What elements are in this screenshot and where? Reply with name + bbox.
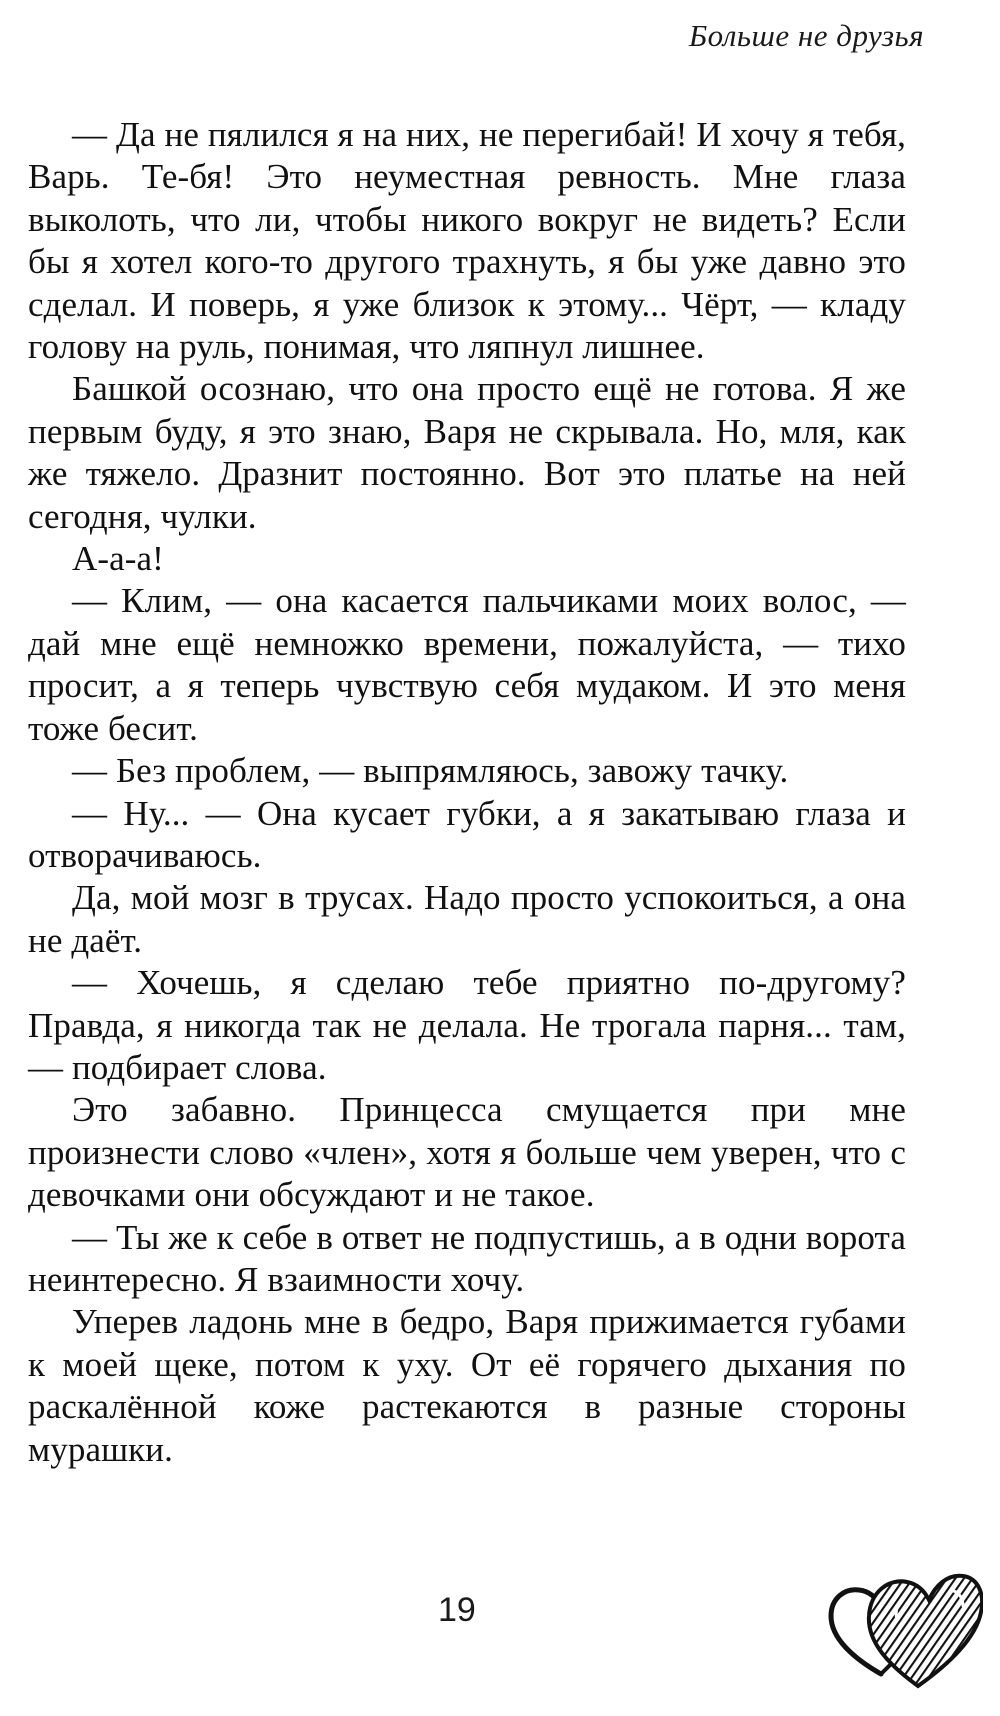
paragraph: Да, мой мозг в трусах. Надо просто успокоиться, а она не даёт.	[28, 878, 906, 960]
paragraph: — Ну... — Она кусает губки, а я закатываю глаза и отворачиваюсь.	[28, 793, 906, 875]
paragraph: А-а-а!	[72, 539, 164, 579]
running-title: Больше не друзья	[688, 18, 924, 53]
paragraph: — Клим, — она касается пальчиками моих волос, — дай мне ещё немножко времени, пожалуйста, — тихо просит, а я теперь чувствую себя мудаком. И это меня тоже бесит.	[28, 581, 906, 748]
body-text	[28, 114, 906, 1471]
page-number: 19	[438, 1591, 476, 1629]
paragraph: — Да не пялился я на них, не перегибай! И хочу я тебя, Варь. Те-бя! Это неуместная ревность. Мне глаза выколоть, что ли, чтобы никого вокруг не видеть? Если бы я хотел кого-то другого трахнуть, я бы уже давно это сделал. И поверь, я уже близок к этому... Чёрт, — кладу голову на руль, понимая, что ляпнул лишнее.	[28, 115, 906, 367]
hearts-ornament-icon	[823, 1546, 983, 1696]
paragraph: — Без проблем, — выпрямляюсь, завожу тачку.	[72, 751, 789, 791]
paragraph: Башкой осознаю, что она просто ещё не готова. Я же первым буду, я это знаю, Варя не скрывала. Но, мля, как же тяжело. Дразнит постоянно. Вот это платье на ней сегодня, чулки.	[28, 369, 906, 536]
paragraph: Уперев ладонь мне в бедро, Варя прижимается губами к моей щеке, потом к уху. От её горячего дыхания по раскалённой коже растекаются в разные стороны мурашки.	[28, 1302, 906, 1469]
paragraph: Это забавно. Принцесса смущается при мне произнести слово «член», хотя я больше чем уверен, что с девочками они обсуждают и не такое.	[28, 1090, 906, 1215]
paragraph: — Хочешь, я сделаю тебе приятно по-другому? Правда, я никогда так не делала. Не трогала парня... там, — подбирает слова.	[28, 963, 906, 1087]
paragraph: — Ты же к себе в ответ не подпустишь, а в одни ворота неинтересно. Я взаимности хочу.	[28, 1217, 906, 1299]
